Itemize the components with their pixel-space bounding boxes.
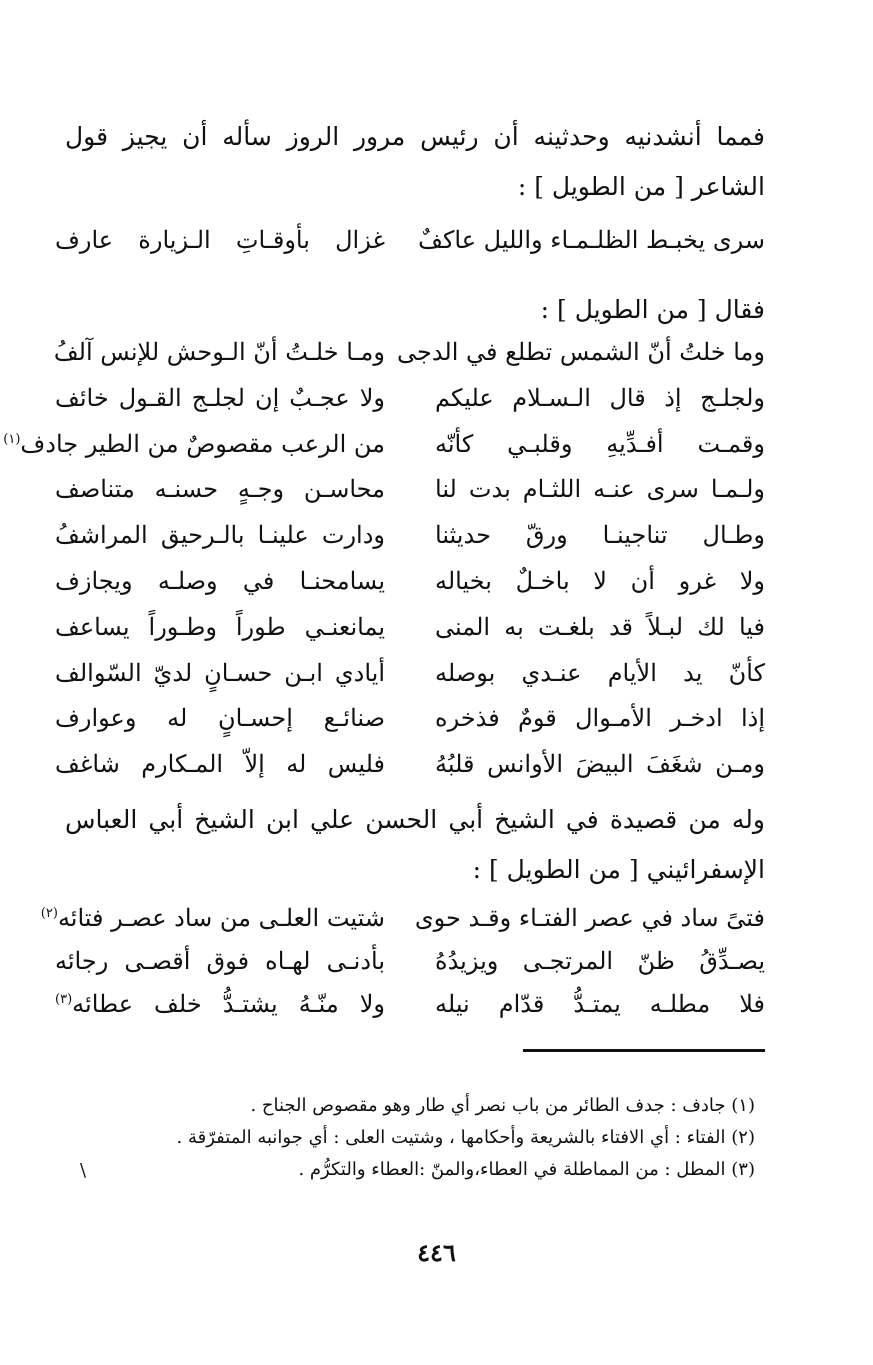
verse-line: [55, 651, 765, 697]
footnote-ref-1: (١): [3, 431, 21, 447]
verse-line: [40, 897, 765, 940]
first-hemistich: ومـن شغَفَ البيضَ الأوانس قلبُهُ: [435, 750, 765, 779]
first-hemistich: إذا ادخـر الأمـوال قومٌ فذخره: [435, 704, 765, 733]
first-hemistich: وقمـت أفـدِّيهِ وقلبـي كأنّه: [435, 429, 765, 458]
verse-line: [55, 983, 765, 1026]
verse-line: [55, 696, 765, 742]
first-hemistich: سرى يخبـط الظلـمـاء والليل عاكفٌ: [418, 226, 765, 254]
second-hemistich: أيادي ابـن حسـانٍ لديّ السّوالف: [55, 658, 385, 687]
second-hemistich: [3, 422, 385, 468]
second-hemistich: [55, 983, 385, 1026]
verse-line: [55, 376, 765, 422]
second-hemistich: غزال بأوقـاتِ الـزيارة عارف: [55, 226, 385, 254]
verse-line: [55, 940, 765, 983]
first-hemistich: فيا لك لبـلاً قد بلغـت به المنى: [435, 612, 765, 641]
first-hemistich: ولجلـج إذ قال الـسـلام عليكم: [435, 383, 765, 412]
verse-line: [55, 330, 765, 376]
intro-paragraph: فمما أنشدنيه وحدثينه أن رئيس مرور الروز سأله أن يجيز قول الشاعر [ من الطويل ] :: [65, 122, 765, 201]
page-number: ٤٤٦: [417, 1238, 456, 1267]
hemistich-text: شتيت العلـى من ساد عصـر فتائه: [57, 904, 385, 932]
second-hemistich: يسامحنـا في وصلـه ويجازف: [55, 566, 385, 595]
footnote-2: (٢) الفتاء : أي الافتاء بالشريعة وأحكامها ، وشتيت العلى : أي جوانبه المتفرّقة .: [176, 1127, 755, 1148]
poem-1: [55, 218, 765, 262]
verse-line: [55, 513, 765, 559]
first-hemistich: فلا مطلـه يمتـدُّ قدّام نيله: [435, 990, 765, 1018]
verse-line: [3, 422, 765, 468]
footnote-separator: [523, 1049, 765, 1052]
footnote-1: (١) جادف : جدف الطائر من باب نصر أي طار وهو مقصوص الجناح .: [250, 1095, 755, 1116]
hemistich-text: ولا منّـهُ يشتـدُّ خلف عطائه: [72, 990, 385, 1018]
second-hemistich: فليس له إلاّ المـكارم شاغف: [55, 750, 385, 779]
hemistich-text: من الرعب مقصوصٌ من الطير جادف: [20, 429, 385, 458]
poem-3: [40, 897, 765, 1026]
second-hemistich: محاسـن وجـهٍ حسنـه متناصف: [55, 475, 385, 504]
first-hemistich: يصـدِّقُ ظنّ المرتجـى ويزيدُهُ: [435, 947, 765, 975]
second-hemistich: بأدنـى لهـاه فوق أقصـى رجائه: [55, 947, 385, 975]
first-hemistich: كأنّ يد الأيام عنـدي بوصله: [435, 658, 765, 687]
verse-line: [55, 218, 765, 262]
first-hemistich: ولـمـا سرى عنـه اللثـام بدت لنا: [435, 475, 765, 504]
first-hemistich: وطـال تناجينـا ورقّ حديثنا: [435, 521, 765, 550]
verse-line: [55, 559, 765, 605]
second-hemistich: صنائـع إحسـانٍ له وعوارف: [55, 704, 385, 733]
second-hemistich: ولا عجـبٌ إن لجلـج القـول خائف: [55, 383, 385, 412]
poem-intro-paragraph: وله من قصيدة في الشيخ أبي الحسن علي ابن الشيخ أبي العباس الإسفرائيني [ من الطويل ] :: [65, 805, 765, 884]
verse-line: [55, 742, 765, 788]
poem-2: [3, 330, 765, 788]
second-hemistich: [40, 897, 385, 940]
footnote-ref-2: (٢): [40, 906, 58, 921]
margin-mark: \: [80, 1160, 87, 1181]
first-hemistich: وما خلتُ أنّ الشمس تطلع في الدجى: [396, 338, 765, 366]
footnote-ref-3: (٣): [55, 992, 73, 1007]
first-hemistich: فتىً ساد في عصر الفتـاء وقـد حوى: [414, 904, 765, 932]
footnotes: [75, 1090, 755, 1186]
footnote-3: (٣) المطل : من المماطلة في العطاء،والمنّ :العطاء والتكرُّم .: [298, 1159, 755, 1180]
transition-line: فقال [ من الطويل ] :: [540, 295, 765, 324]
second-hemistich: ومـا خلـتُ أنّ الـوحش للإنس آلفُ: [53, 338, 385, 366]
verse-line: [55, 467, 765, 513]
verse-line: [55, 605, 765, 651]
second-hemistich: ودارت علينـا بالـرحيق المراشفُ: [55, 521, 385, 550]
first-hemistich: ولا غرو أن لا باخـلٌ بخياله: [435, 566, 765, 595]
second-hemistich: يمانعنـي طوراً وطـوراً يساعف: [55, 612, 385, 641]
